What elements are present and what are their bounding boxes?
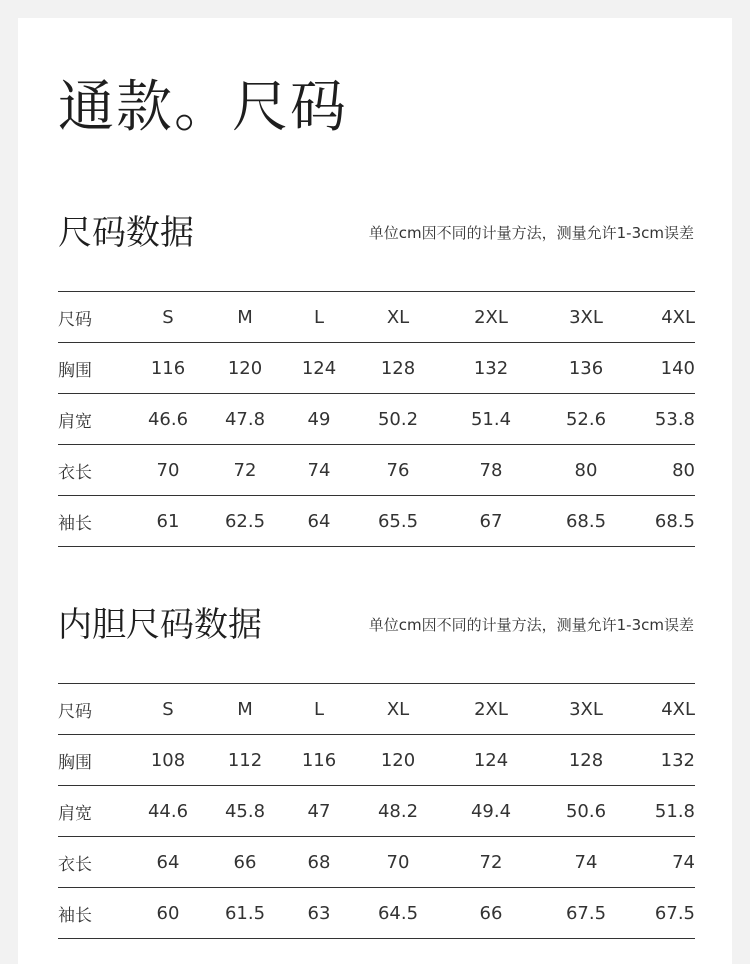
page-title: 通款。尺码 xyxy=(58,75,348,140)
table-cell: 46.6 xyxy=(128,394,208,445)
table-cell: 78 xyxy=(440,445,542,496)
size-header-cell: 4XL xyxy=(630,292,695,343)
table-cell: 124 xyxy=(440,735,542,786)
size-header-cell: M xyxy=(208,684,282,735)
table-cell: 62.5 xyxy=(208,496,282,547)
row-label: 尺码 xyxy=(58,292,128,343)
table-row xyxy=(58,735,695,786)
table-cell: 108 xyxy=(128,735,208,786)
table-cell: 67 xyxy=(440,496,542,547)
row-label: 胸围 xyxy=(58,343,128,394)
table-cell: 63 xyxy=(282,888,356,939)
table-row xyxy=(58,888,695,939)
size-header-cell: 3XL xyxy=(542,684,630,735)
table-cell: 112 xyxy=(208,735,282,786)
table-cell: 74 xyxy=(542,837,630,888)
liner-size-table xyxy=(58,683,695,939)
row-label: 肩宽 xyxy=(58,394,128,445)
table-cell: 120 xyxy=(208,343,282,394)
table-cell: 70 xyxy=(356,837,440,888)
table-row xyxy=(58,292,695,343)
table-cell: 64 xyxy=(128,837,208,888)
row-label: 尺码 xyxy=(58,684,128,735)
table-cell: 48.2 xyxy=(356,786,440,837)
table-cell: 47 xyxy=(282,786,356,837)
size-table xyxy=(58,291,695,547)
table-cell: 66 xyxy=(208,837,282,888)
table-cell: 80 xyxy=(542,445,630,496)
table-row xyxy=(58,786,695,837)
table-cell: 47.8 xyxy=(208,394,282,445)
table-cell: 132 xyxy=(440,343,542,394)
size-header-cell: 2XL xyxy=(440,292,542,343)
table-cell: 61.5 xyxy=(208,888,282,939)
size-header-cell: 4XL xyxy=(630,684,695,735)
table-cell: 50.2 xyxy=(356,394,440,445)
table-cell: 80 xyxy=(630,445,695,496)
size-header-cell: M xyxy=(208,292,282,343)
table-cell: 128 xyxy=(542,735,630,786)
table-cell: 67.5 xyxy=(630,888,695,939)
table-cell: 136 xyxy=(542,343,630,394)
table-cell: 50.6 xyxy=(542,786,630,837)
size-header-cell: L xyxy=(282,292,356,343)
table-cell: 124 xyxy=(282,343,356,394)
table-cell: 51.8 xyxy=(630,786,695,837)
table-cell: 53.8 xyxy=(630,394,695,445)
table-cell: 49 xyxy=(282,394,356,445)
table-cell: 44.6 xyxy=(128,786,208,837)
size-header-cell: S xyxy=(128,684,208,735)
table-cell: 64.5 xyxy=(356,888,440,939)
section-title-liner-size-data: 内胆尺码数据 xyxy=(58,605,262,645)
row-label: 胸围 xyxy=(58,735,128,786)
size-header-cell: L xyxy=(282,684,356,735)
table-cell: 128 xyxy=(356,343,440,394)
table-cell: 68 xyxy=(282,837,356,888)
table-cell: 49.4 xyxy=(440,786,542,837)
table-cell: 132 xyxy=(630,735,695,786)
table-cell: 60 xyxy=(128,888,208,939)
table-cell: 72 xyxy=(208,445,282,496)
table-row xyxy=(58,445,695,496)
table-cell: 76 xyxy=(356,445,440,496)
row-label: 袖长 xyxy=(58,888,128,939)
size-header-cell: XL xyxy=(356,684,440,735)
table-cell: 64 xyxy=(282,496,356,547)
table-cell: 67.5 xyxy=(542,888,630,939)
size-header-cell: 2XL xyxy=(440,684,542,735)
table-cell: 70 xyxy=(128,445,208,496)
table-row xyxy=(58,496,695,547)
table-cell: 45.8 xyxy=(208,786,282,837)
section-note-liner-size-data: 单位cm因不同的计量方法，测量允许1-3cm误差 xyxy=(368,616,694,634)
table-row xyxy=(58,684,695,735)
row-label: 袖长 xyxy=(58,496,128,547)
row-label: 衣长 xyxy=(58,837,128,888)
table-cell: 61 xyxy=(128,496,208,547)
table-row xyxy=(58,837,695,888)
size-header-cell: 3XL xyxy=(542,292,630,343)
table-row xyxy=(58,343,695,394)
size-header-cell: S xyxy=(128,292,208,343)
size-chart-card xyxy=(18,18,732,964)
table-cell: 66 xyxy=(440,888,542,939)
table-cell: 65.5 xyxy=(356,496,440,547)
table-cell: 74 xyxy=(282,445,356,496)
row-label: 肩宽 xyxy=(58,786,128,837)
table-cell: 68.5 xyxy=(542,496,630,547)
table-cell: 72 xyxy=(440,837,542,888)
table-cell: 140 xyxy=(630,343,695,394)
row-label: 衣长 xyxy=(58,445,128,496)
table-row xyxy=(58,394,695,445)
table-cell: 51.4 xyxy=(440,394,542,445)
section-title-size-data: 尺码数据 xyxy=(58,213,194,253)
table-cell: 74 xyxy=(630,837,695,888)
size-header-cell: XL xyxy=(356,292,440,343)
table-cell: 116 xyxy=(128,343,208,394)
table-cell: 116 xyxy=(282,735,356,786)
section-note-size-data: 单位cm因不同的计量方法，测量允许1-3cm误差 xyxy=(368,224,694,242)
table-cell: 52.6 xyxy=(542,394,630,445)
table-cell: 120 xyxy=(356,735,440,786)
table-cell: 68.5 xyxy=(630,496,695,547)
